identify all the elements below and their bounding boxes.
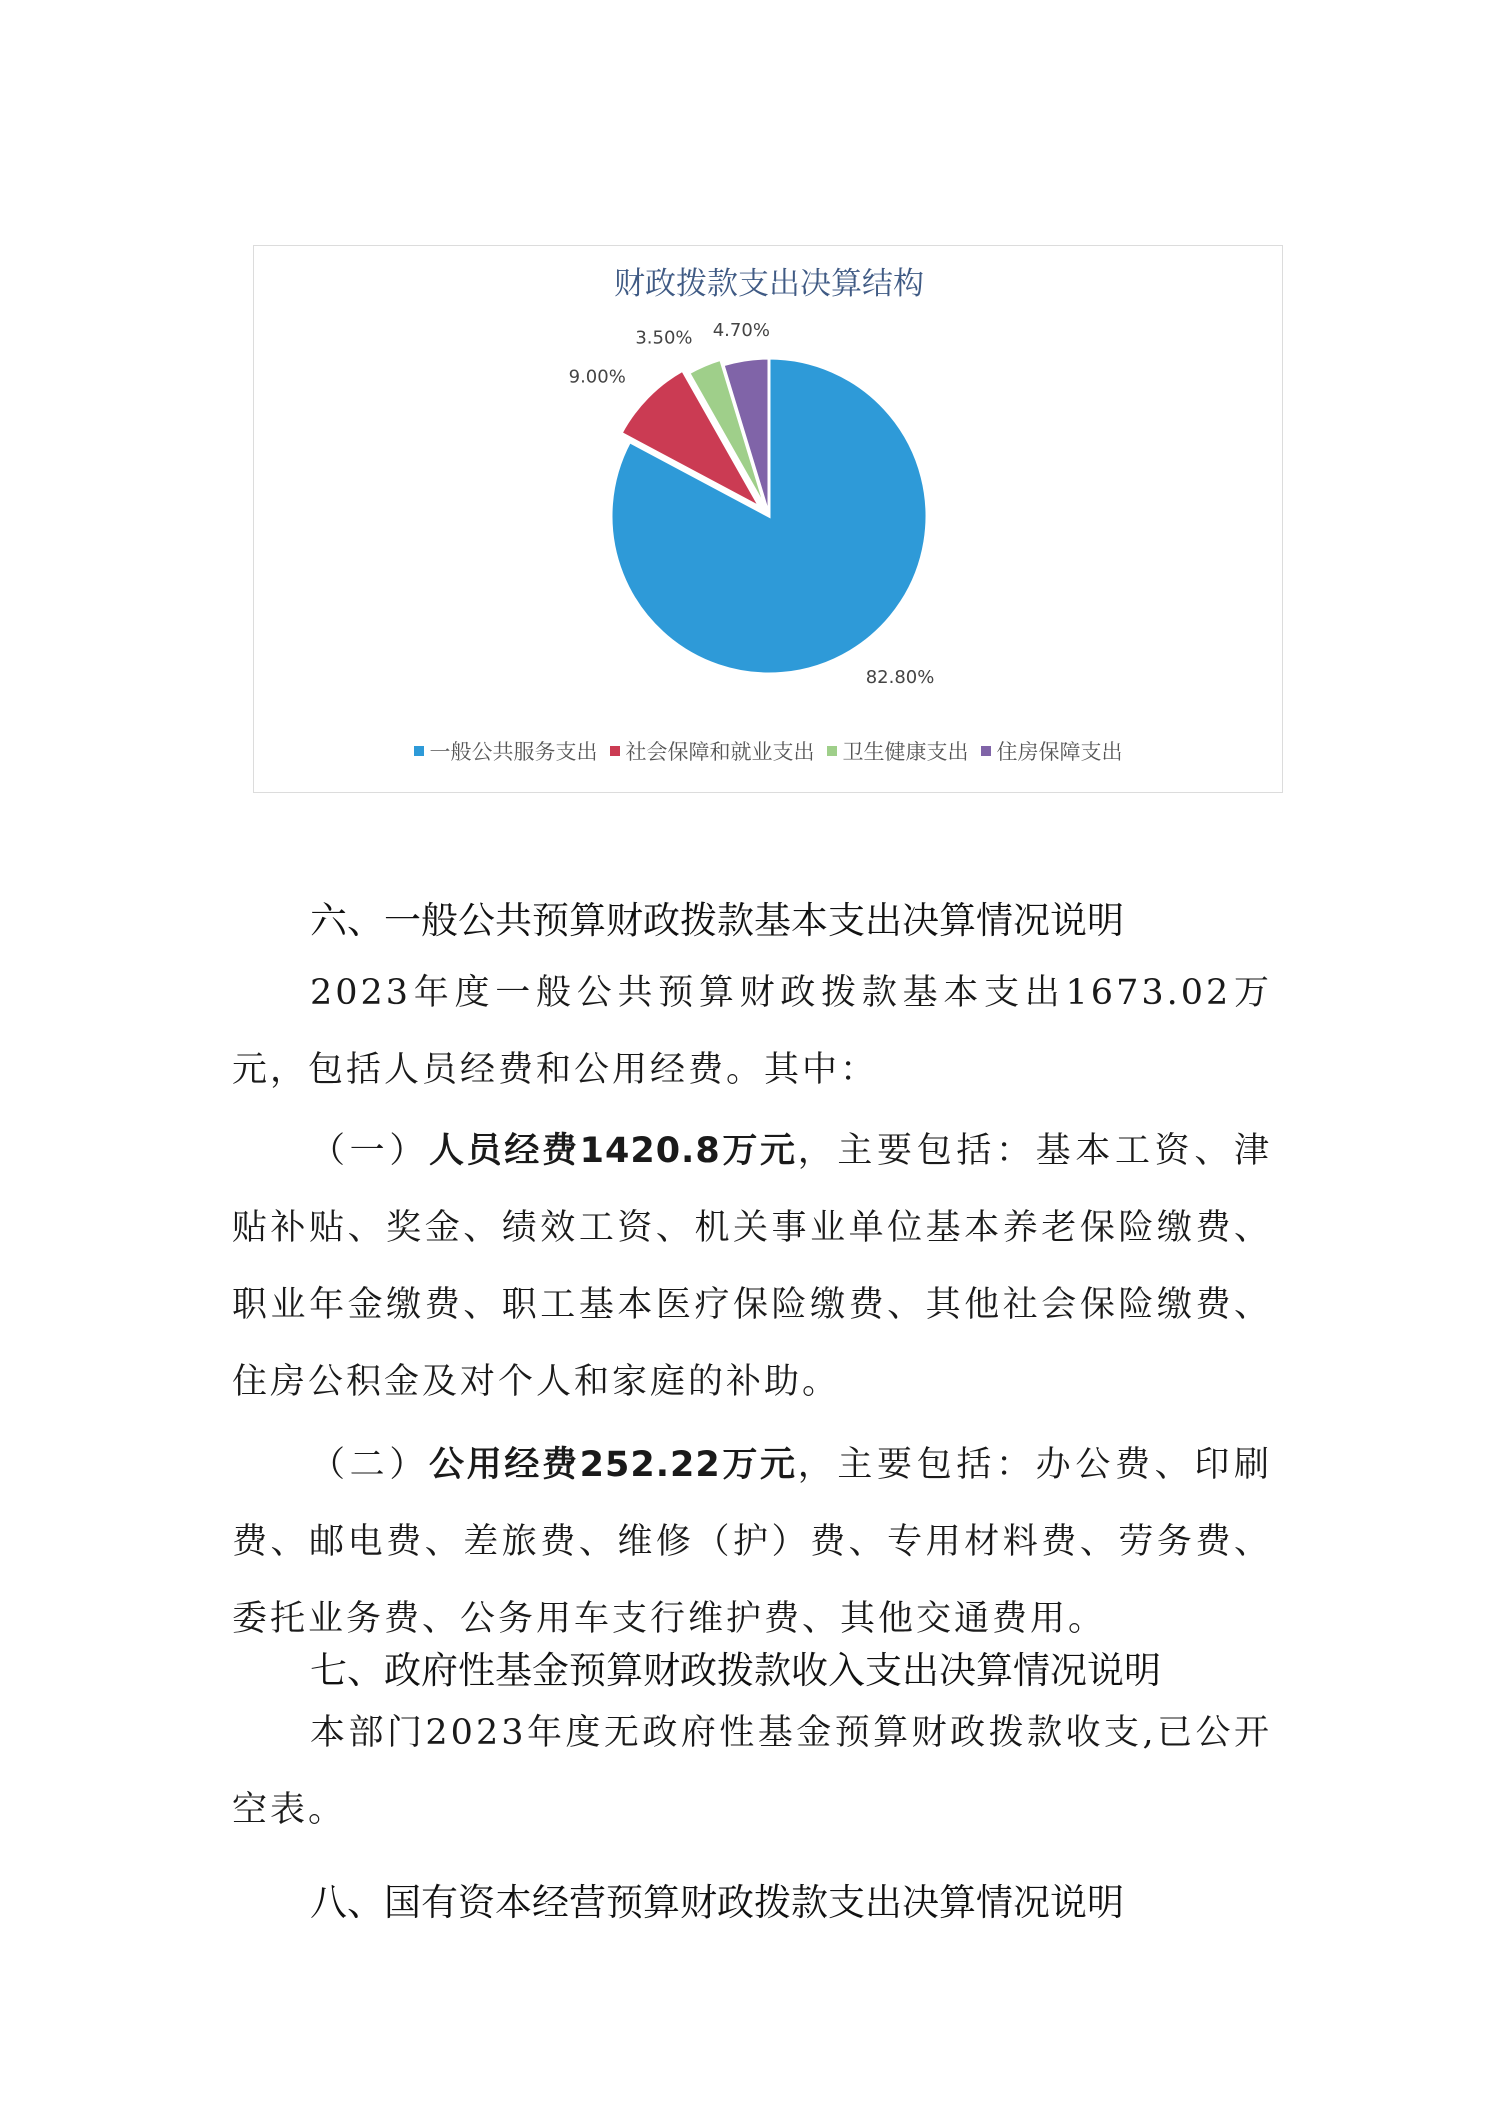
legend-label: 社会保障和就业支出 (625, 740, 815, 764)
legend-swatch (827, 746, 837, 756)
legend-item-1 (414, 736, 598, 766)
pie-data-label-4: 4.70% (712, 320, 770, 342)
section-6-paragraph-2 (232, 1113, 1272, 1421)
legend-item-3 (827, 736, 969, 766)
personnel-expense-amount: 人员经费1420.8万元 (429, 1131, 798, 1171)
pie-data-label-2: 9.00% (568, 366, 626, 388)
section-6-body (232, 955, 1272, 1658)
chart-title: 财政拨款支出决算结构 (614, 266, 924, 302)
pie-chart-svg (254, 246, 1284, 726)
chart-legend (254, 736, 1282, 766)
legend-label: 住房保障支出 (996, 740, 1123, 764)
legend-label: 一般公共服务支出 (429, 740, 598, 764)
public-expense-details: ，主要包括：办公费、印刷费、邮电费、差旅费、维修（护）费、专用材料费、劳务费、委托业务费、公务用车支行维护费、其他交通费用。 (232, 1445, 1272, 1639)
legend-item-4 (981, 736, 1123, 766)
personnel-expense-details: ，主要包括：基本工资、津贴补贴、奖金、绩效工资、机关事业单位基本养老保险缴费、职业年金缴费、职工基本医疗保险缴费、其他社会保险缴费、住房公积金及对个人和家庭的补助。 (232, 1131, 1272, 1402)
section-6-paragraph-1: 2023年度一般公共预算财政拨款基本支出1673.02万元，包括人员经费和公用经费。其中： (232, 973, 1272, 1090)
legend-swatch (610, 746, 620, 756)
section-7-paragraph-1: 本部门2023年度无政府性基金预算财政拨款收支,已公开空表。 (232, 1713, 1272, 1830)
public-prefix: （二） (310, 1445, 429, 1485)
legend-label: 卫生健康支出 (842, 740, 969, 764)
pie-data-label-3: 3.50% (635, 327, 693, 349)
pie-data-label-1: 82.80% (865, 667, 935, 689)
pie-chart (253, 245, 1283, 793)
section-6-paragraph-3 (232, 1427, 1272, 1658)
section-7-body (232, 1695, 1272, 1849)
legend-item-2 (610, 736, 815, 766)
legend-swatch (981, 746, 991, 756)
personnel-prefix: （一） (310, 1131, 429, 1171)
legend-swatch (414, 746, 424, 756)
public-expense-amount: 公用经费252.22万元 (429, 1445, 798, 1485)
section-7-heading: 七、政府性基金预算财政拨款收入支出决算情况说明 (310, 1649, 1161, 1692)
section-8-heading: 八、国有资本经营预算财政拨款支出决算情况说明 (310, 1881, 1124, 1924)
section-6-heading: 六、一般公共预算财政拨款基本支出决算情况说明 (310, 899, 1124, 942)
